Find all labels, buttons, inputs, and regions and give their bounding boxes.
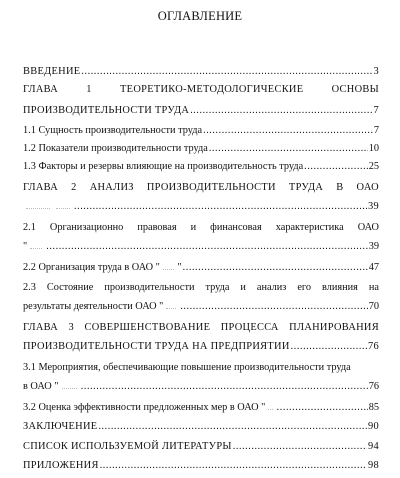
toc-page-number: 94 [368, 441, 379, 452]
toc-entry-text-line1: ГЛАВА 2 АНАЛИЗ ПРОИЗВОДИТЕЛЬНОСТИ ТРУДА В ОАО [23, 182, 379, 193]
toc-page-number: 7 [373, 105, 379, 116]
toc-entry-text-line2: " [23, 241, 28, 252]
page-title: ОГЛАВЛЕНИЕ [157, 9, 243, 23]
toc-entry-text-line1: 2.1 Организационно правовая и финансовая характеристика ОАО [23, 222, 379, 233]
toc-page-number: 98 [368, 460, 379, 471]
toc-page-number: 47 [368, 262, 379, 273]
toc-entry-appendix[interactable] [23, 458, 379, 478]
dot-leader [81, 380, 368, 394]
toc-page-number: 76 [368, 341, 379, 352]
toc-entry-section-3-1[interactable] [23, 360, 379, 400]
toc-page-number: 90 [368, 421, 379, 432]
toc-entry-text-line2: в ОАО " [23, 381, 59, 392]
toc-entry-text-line2: ПРОИЗВОДИТЕЛЬНОСТИ ТРУДА [23, 105, 190, 116]
toc-entry-conclusion[interactable] [23, 419, 379, 439]
toc-page-number: 10 [368, 143, 379, 154]
dot-leader [180, 300, 367, 314]
toc-entry-text-line1: ГЛАВА 1 ТЕОРЕТИКО-МЕТОДОЛОГИЧЕСКИЕ ОСНОВЫ [23, 84, 379, 95]
toc-entry-text-line2: результаты деятельности ОАО " [23, 301, 164, 312]
toc-entry-section-2-1[interactable] [23, 220, 379, 260]
toc-entry-text: 3.2 Оценка эффективности предложенных мер в ОАО " [23, 402, 266, 413]
toc-entry-text: 1.3 Факторы и резервы влияющие на производительность труда [23, 161, 304, 172]
toc-entry-chapter-3[interactable] [23, 320, 379, 360]
toc-entry-text: 1.1 Сущность производительности труда [23, 125, 203, 136]
toc-entry-text: ЗАКЛЮЧЕНИЕ [23, 421, 98, 432]
dot-leader [203, 124, 373, 138]
toc-entry-introduction[interactable] [23, 62, 379, 82]
toc-page-number: 39 [368, 201, 379, 212]
dot-leader [74, 200, 367, 214]
toc-entry-chapter-1[interactable] [23, 82, 379, 122]
redacted-text [30, 246, 42, 249]
toc-entry-text-line1: 3.1 Мероприятия, обеспечивающие повышение производительности труда [23, 362, 351, 373]
toc-entry-section-2-3[interactable] [23, 280, 379, 320]
toc-entry-text: 2.2 Организация труда в ОАО " [23, 262, 160, 273]
toc-entry-chapter-2[interactable] [23, 180, 379, 220]
toc-page-number: 3 [373, 66, 379, 77]
toc-page-number: 85 [368, 402, 379, 413]
toc-entry-section-2-2[interactable] [23, 260, 379, 280]
toc-entry-section-1-3[interactable] [23, 160, 379, 180]
dot-leader [209, 142, 368, 156]
toc-entry-references[interactable] [23, 439, 379, 459]
dot-leader [98, 420, 367, 434]
toc-entry-text: ПРИЛОЖЕНИЯ [23, 460, 99, 471]
toc-entry-text-end: " [177, 262, 182, 273]
toc-entry-section-1-1[interactable] [23, 124, 379, 144]
dot-leader [100, 459, 367, 473]
redacted-text [268, 407, 272, 410]
toc-page-number: 39 [368, 241, 379, 252]
dot-leader [277, 401, 368, 415]
redacted-text [23, 200, 73, 214]
toc-entry-text-line1: 2.3 Состояние производительности труда и анализ его влияния на [23, 282, 379, 293]
redacted-text [166, 306, 176, 309]
toc-entry-text: ВВЕДЕНИЕ [23, 66, 81, 77]
toc-page-number: 7 [373, 125, 379, 136]
toc-entry-section-1-2[interactable] [23, 142, 379, 162]
toc-entry-text-line1: ГЛАВА 3 СОВЕРШЕНСТВОВАНИЕ ПРОЦЕССА ПЛАНИРОВАНИЯ [23, 322, 379, 333]
dot-leader [46, 240, 367, 254]
toc-entry-section-3-2[interactable] [23, 400, 379, 420]
toc-page-number: 25 [368, 161, 379, 172]
dot-leader [304, 160, 368, 174]
toc-entry-text: 1.2 Показатели производительности труда [23, 143, 208, 154]
toc-page-number: 70 [368, 301, 379, 312]
dot-leader [190, 104, 372, 118]
redacted-text [163, 267, 175, 270]
toc-entry-text: СПИСОК ИСПОЛЬЗУЕМОЙ ЛИТЕРАТУРЫ [23, 441, 232, 452]
redacted-text [62, 386, 77, 389]
dot-leader [233, 440, 367, 454]
toc-page-number: 76 [368, 381, 379, 392]
dot-leader [81, 65, 372, 79]
dot-leader [183, 261, 368, 275]
dot-leader [291, 340, 367, 354]
toc-entry-text-line2: ПРОИЗВОДИТЕЛЬНОСТИ ТРУДА НА ПРЕДПРИЯТИИ [23, 341, 290, 352]
